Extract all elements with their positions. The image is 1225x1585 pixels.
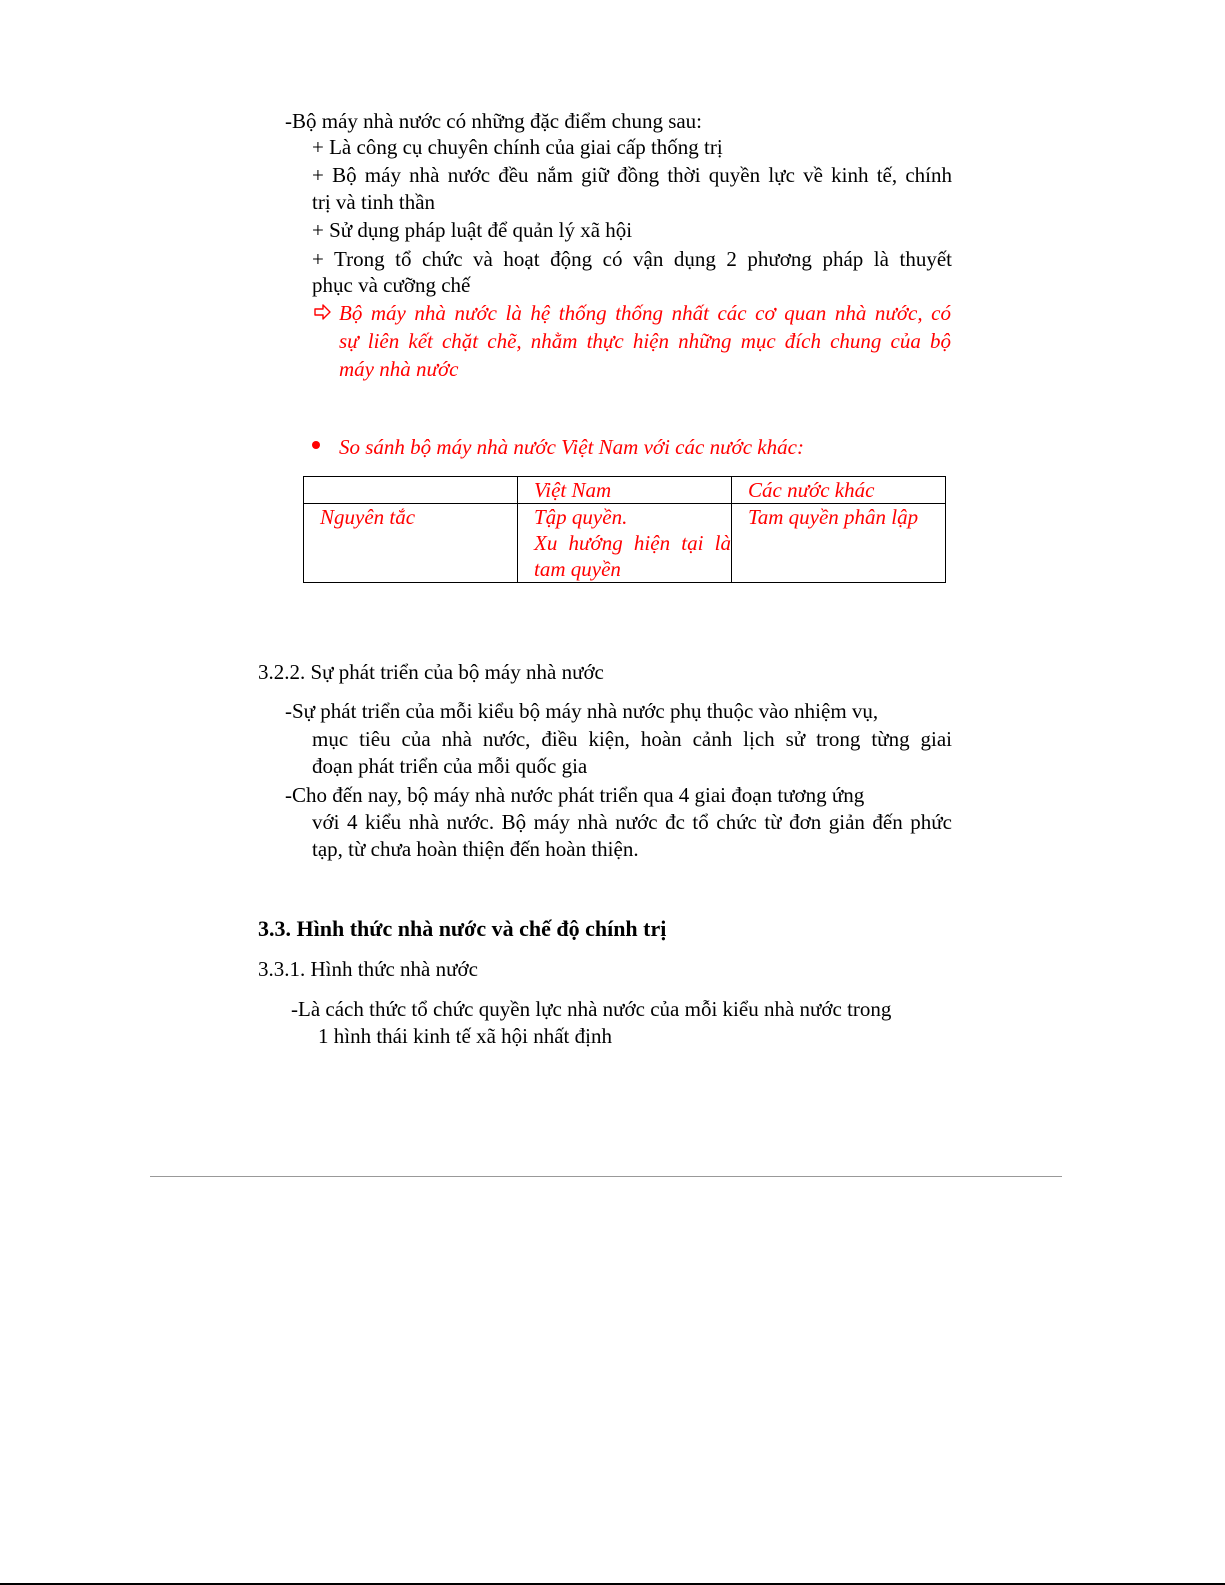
- paragraph-line: với 4 kiểu nhà nước. Bộ máy nhà nước đc tổ chức từ đơn giản đến phức: [312, 810, 952, 834]
- characteristic-item: phục và cưỡng chế: [312, 273, 471, 297]
- paragraph-line: -Là cách thức tổ chức quyền lực nhà nước của mỗi kiểu nhà nước trong: [291, 997, 892, 1021]
- other-countries-cell: Tam quyền phân lập: [732, 504, 946, 583]
- comparison-heading: So sánh bộ máy nhà nước Việt Nam với các nước khác:: [339, 435, 804, 459]
- subsection-heading: 3.3.1. Hình thức nhà nước: [258, 957, 478, 981]
- table-header-cell: Các nước khác: [732, 477, 946, 504]
- bullet-dot-icon: [312, 441, 320, 449]
- page-divider: [150, 1176, 1062, 1177]
- section-heading: 3.2.2. Sự phát triển của bộ máy nhà nước: [258, 660, 604, 684]
- table-cell-line: Tập quyền.: [534, 505, 628, 529]
- paragraph-line: -Sự phát triển của mỗi kiểu bộ máy nhà nước phụ thuộc vào nhiệm vụ,: [285, 699, 879, 723]
- characteristic-item: + Sử dụng pháp luật để quản lý xã hội: [312, 218, 633, 242]
- paragraph-line: tạp, từ chưa hoàn thiện đến hoàn thiện.: [312, 837, 639, 861]
- conclusion-line: sự liên kết chặt chẽ, nhằm thực hiện những mục đích chung của bộ: [339, 329, 951, 353]
- row-label-cell: Nguyên tắc: [304, 504, 518, 583]
- table-cell-line: tam quyền: [534, 557, 621, 581]
- table-header-cell: [304, 477, 518, 504]
- characteristic-item: + Trong tổ chức và hoạt động có vận dụng 2 phương pháp là thuyết: [312, 247, 952, 271]
- table-header-cell: Việt Nam: [518, 477, 732, 504]
- table-header-row: [304, 477, 946, 504]
- characteristic-item: + Là công cụ chuyên chính của giai cấp thống trị: [312, 135, 723, 159]
- comparison-table: [303, 476, 946, 583]
- table-cell-line: Xu hướng hiện tại là: [534, 531, 731, 555]
- characteristics-title: -Bộ máy nhà nước có những đặc điểm chung sau:: [285, 109, 703, 133]
- section-title: 3.3. Hình thức nhà nước và chế độ chính trị: [258, 916, 667, 941]
- paragraph-line: 1 hình thái kinh tế xã hội nhất định: [318, 1024, 612, 1048]
- vietnam-cell: [518, 504, 732, 583]
- paragraph-line: mục tiêu của nhà nước, điều kiện, hoàn cảnh lịch sử trong từng giai: [312, 727, 952, 751]
- conclusion-line: Bộ máy nhà nước là hệ thống thống nhất các cơ quan nhà nước, có: [339, 301, 951, 325]
- paragraph-line: -Cho đến nay, bộ máy nhà nước phát triển qua 4 giai đoạn tương ứng: [285, 783, 865, 807]
- paragraph-line: đoạn phát triển của mỗi quốc gia: [312, 754, 588, 778]
- table-row: [304, 504, 946, 583]
- characteristic-item: + Bộ máy nhà nước đều nắm giữ đồng thời quyền lực về kinh tế, chính: [312, 163, 952, 187]
- arrow-right-icon: [313, 302, 333, 322]
- conclusion-line: máy nhà nước: [339, 357, 459, 381]
- characteristic-item: trị và tinh thần: [312, 190, 436, 214]
